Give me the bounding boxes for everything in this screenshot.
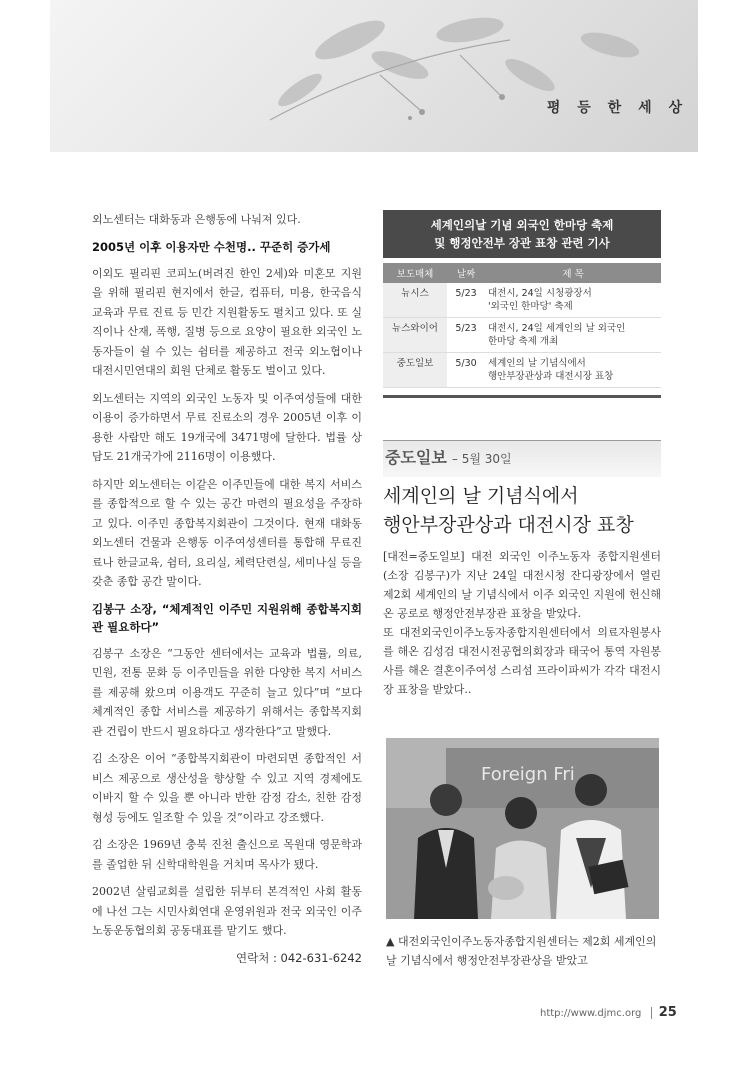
paragraph: 외노센터는 지역의 외국인 노동자 및 이주여성들에 대한 이용이 증가하면서 무료 진료소의 경우 2005년 이후 이용한 사람만 해도 19개국에 3471명에 달한다. 법률 상담도 21개국가에 2116명이 이용했다. bbox=[92, 391, 362, 463]
paragraph: 하지만 외노센터는 이같은 이주민들에 대한 복지 서비스를 종합적으로 할 수 있는 공간 마련의 필요성을 주장하고 있다. 이주민 종합복지회관이 그것이다. 현재 대화동 외노센터 건물과 은행동 이주여성센터를 통합해 무료진료나 한글교육, 쉼터, 요리실, 체력단련실, 세미나실 등을 갖춘 종합 공간 말이다. bbox=[92, 477, 362, 588]
photo-caption: ▲ 대전외국인이주노동자종합지원센터는 제2회 세계인의 날 기념식에서 행정안전부장관상을 받았고 bbox=[386, 935, 657, 967]
subheading: 김봉구 소장, “체계적인 이주민 지원위해 종합복지회관 필요하다” bbox=[92, 601, 362, 634]
articles-box-title bbox=[383, 210, 661, 258]
people-photo-illustration bbox=[386, 738, 659, 919]
headline-line: 행안부장관상과 대전시장 표창 bbox=[383, 514, 634, 536]
paragraph: [대전=중도일보] 대전 외국인 이주노동자 종합지원센터(소장 김봉구)가 지난 24일 대전시청 잔디광장에서 열린 제2회 세계인의 날 기념식에서 이주 외국인 지원에 헌신해온 공로로 행정안전부장관 표창을 받았다. bbox=[383, 550, 661, 620]
newspaper-header bbox=[383, 440, 661, 477]
award-photo bbox=[386, 738, 659, 919]
media-cell: 뉴시스 bbox=[383, 283, 447, 318]
footer-url: http://www.djmc.org bbox=[540, 1008, 642, 1019]
articles-title-line: 세계인의날 기념 외국인 한마당 축제 bbox=[430, 218, 614, 232]
articles-table bbox=[383, 263, 661, 388]
paragraph: 김 소장은 1969년 충북 진천 출신으로 목원대 영문학과를 졸업한 뒤 신학대학원을 거치며 목사가 됐다. bbox=[92, 838, 362, 871]
title-line: 세계인의 날 기념식에서 bbox=[488, 358, 586, 369]
title-line: '외국인 한마당' 축제 bbox=[488, 301, 573, 312]
table-row bbox=[383, 353, 661, 388]
paragraph: 김 소장은 이어 “종합복지회관이 마련되면 종합적인 서비스 제공으로 생산성을 향상할 수 있고 지역 경제에도 이바지 할 수 있을 뿐 아니라 반한 감정 감소, 친한 감정 형성 등에도 일조할 수 있을 것”이라고 강조했다. bbox=[92, 752, 362, 824]
divider bbox=[383, 395, 661, 398]
column-header: 보도매체 bbox=[383, 263, 447, 283]
paragraph: 김봉구 소장은 “그동안 센터에서는 교육과 법률, 의료, 민원, 전통 문화 등 이주민들을 위한 다양한 복지 서비스를 제공해 왔으며 이용객도 꾸준히 늘고 있다”며 “보다 체계적인 종합 서비스를 제공하기 위해서는 종합복지회관 건립이 반드시 필요하다고 생각한다”고 말했다. bbox=[92, 646, 362, 738]
divider bbox=[651, 1007, 652, 1019]
date-cell: 5/30 bbox=[447, 353, 485, 388]
page-number: 25 bbox=[658, 1005, 677, 1020]
section-title: 평 등 한 세 상 bbox=[546, 100, 688, 116]
table-row bbox=[383, 318, 661, 353]
newspaper-name: 중도일보 bbox=[385, 448, 447, 467]
article-headline bbox=[383, 482, 661, 540]
paragraph: 외노센터는 대화동과 은행동에 나눠져 있다. bbox=[92, 213, 301, 226]
page-footer bbox=[540, 1005, 677, 1020]
table-row bbox=[383, 283, 661, 318]
paragraph: 이외도 필리핀 코피노(버려진 한인 2세)와 미혼모 지원을 위해 필리핀 현지에서 한글, 컴퓨터, 미용, 한국음식 교육과 무료 진료 등 민간 지원활동도 펼치고 있다. 또 실직이나 산재, 폭행, 질병 등으로 요양이 필요한 외국인 노동자들이 쉴 수 있는 쉼터를 제공하고 전국 외노협이나 대전시민연대의 회원 단체로 활동도 벌이고 있다. bbox=[92, 266, 362, 377]
title-line: 행안부장관상과 대전시장 표창 bbox=[488, 371, 614, 382]
date-cell: 5/23 bbox=[447, 283, 485, 318]
title-line: 대전시, 24일 세계인의 날 외국인 bbox=[488, 323, 626, 334]
articles-title-line: 및 행정안전부 장관 표창 관련 기사 bbox=[434, 236, 610, 250]
table-header-row bbox=[383, 263, 661, 283]
left-column bbox=[92, 210, 362, 968]
contact-info: 연락처 : 042-631-6242 bbox=[236, 950, 362, 965]
subheading: 2005년 이후 이용자만 수천명.. 꾸준히 증가세 bbox=[92, 239, 331, 254]
title-cell bbox=[485, 283, 661, 318]
date-cell: 5/23 bbox=[447, 318, 485, 353]
leaves-illustration bbox=[50, 0, 698, 152]
title-line: 한마당 축제 개최 bbox=[488, 336, 559, 347]
media-cell: 중도일보 bbox=[383, 353, 447, 388]
column-header: 제 목 bbox=[485, 263, 661, 283]
title-line: 대전시, 24일 시청광장서 bbox=[488, 288, 592, 299]
column-header: 날짜 bbox=[447, 263, 485, 283]
article-body bbox=[383, 547, 661, 699]
header-banner bbox=[50, 0, 698, 152]
paragraph: 2002년 살림교회를 설립한 뒤부터 본격적인 사회 활동에 나선 그는 시민사회연대 운영위원과 전국 외국인 이주노동운동협의회 공동대표를 맡기도 했다. bbox=[92, 885, 362, 937]
banner-sign-text: Foreign Fri bbox=[481, 764, 575, 785]
title-cell bbox=[485, 353, 661, 388]
paragraph: 또 대전외국인이주노동자종합지원센터에서 의료자원봉사를 해온 김성검 대전시전공협의회장과 태국어 통역 자원봉사를 해온 결혼이주여성 스리섬 프라이파씨가 각각 대전시장 표창을 받았다.. bbox=[383, 626, 661, 696]
title-cell bbox=[485, 318, 661, 353]
newspaper-date: – 5월 30일 bbox=[451, 452, 512, 466]
headline-line: 세계인의 날 기념식에서 bbox=[383, 485, 579, 507]
media-cell: 뉴스와이어 bbox=[383, 318, 447, 353]
